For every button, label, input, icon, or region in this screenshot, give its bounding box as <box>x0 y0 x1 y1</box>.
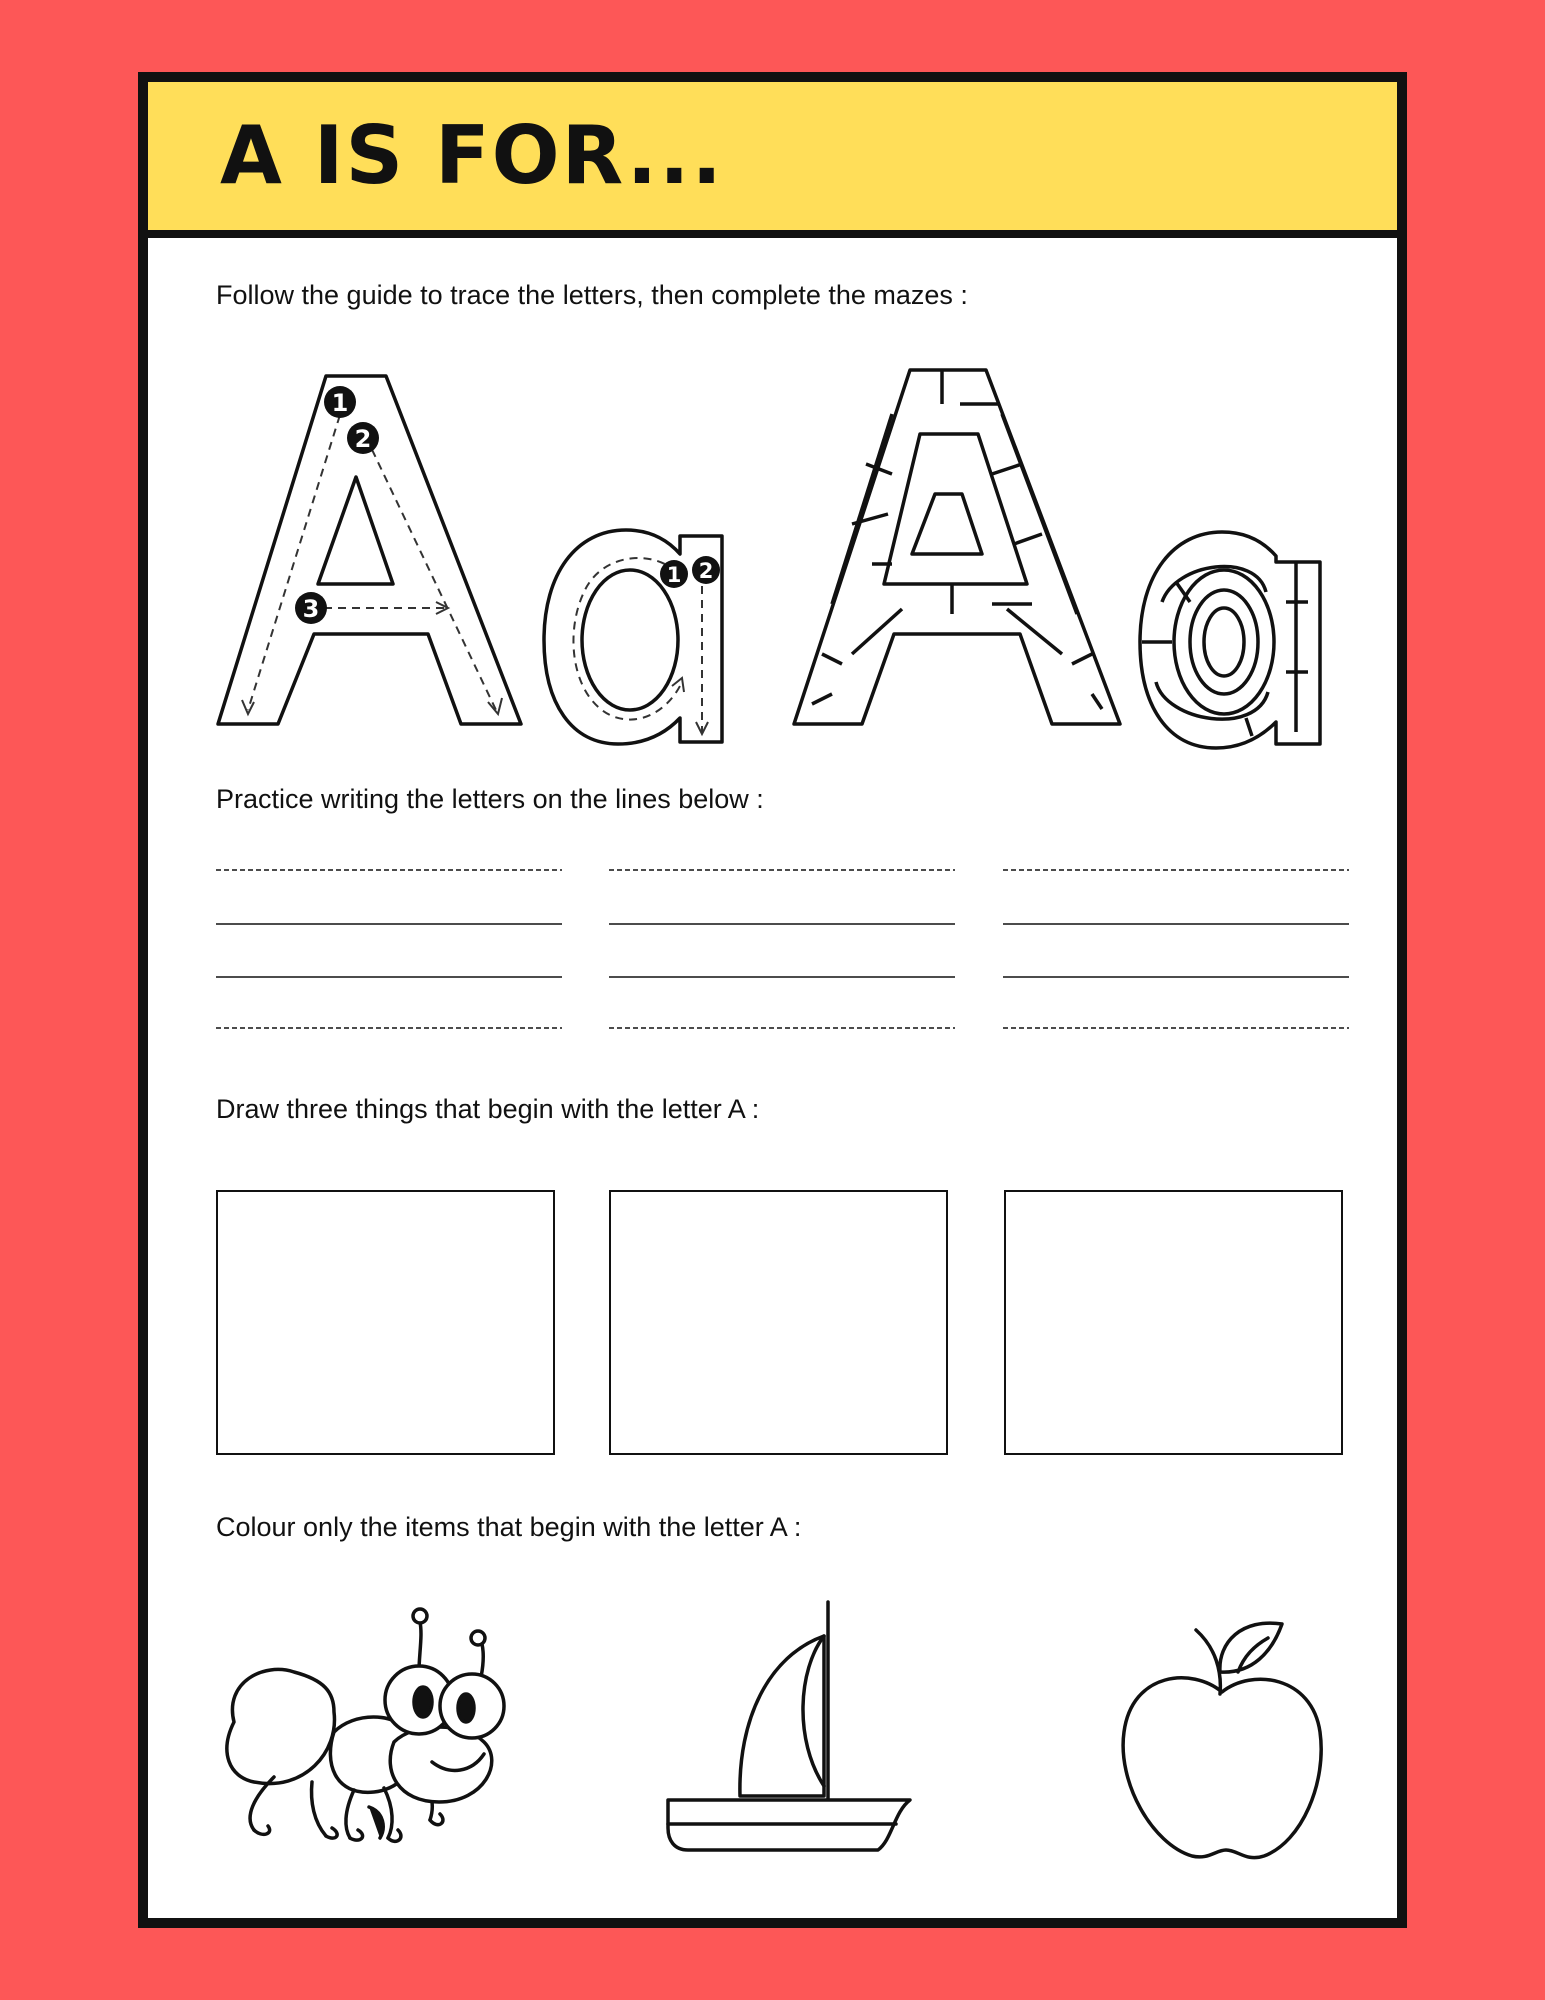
practice-lines-col-2 <box>609 870 955 1028</box>
page-title: A IS FOR... <box>220 109 724 202</box>
apple-icon[interactable] <box>1112 1612 1342 1872</box>
trace-number-a1: 1 <box>666 563 682 587</box>
practice-lines-col-3 <box>1003 870 1349 1028</box>
trace-instruction: Follow the guide to trace the letters, then complete the mazes : <box>216 280 968 310</box>
practice-lines <box>216 862 1351 1032</box>
trace-number-a2: 2 <box>698 559 714 583</box>
colour-instruction: Colour only the items that begin with the letter A : <box>216 1512 802 1542</box>
uppercase-a-trace-icon <box>216 372 526 732</box>
trace-number-3: 3 <box>302 595 320 623</box>
lowercase-a-trace-icon <box>542 522 742 762</box>
uppercase-a-maze-icon <box>792 364 1122 734</box>
drawing-box-1[interactable] <box>216 1190 555 1455</box>
sailboat-icon[interactable] <box>648 1600 918 1870</box>
draw-instruction: Draw three things that begin with the letter A : <box>216 1094 760 1124</box>
ant-icon[interactable] <box>214 1602 534 1862</box>
drawing-box-3[interactable] <box>1004 1190 1343 1455</box>
header-bar <box>148 82 1397 238</box>
trace-number-1: 1 <box>331 389 349 417</box>
practice-instruction: Practice writing the letters on the lines below : <box>216 784 764 814</box>
practice-lines-col-1 <box>216 870 562 1028</box>
trace-number-2: 2 <box>354 425 372 453</box>
drawing-box-2[interactable] <box>609 1190 948 1455</box>
worksheet <box>138 72 1407 1928</box>
lowercase-a-maze-icon <box>1136 522 1326 762</box>
